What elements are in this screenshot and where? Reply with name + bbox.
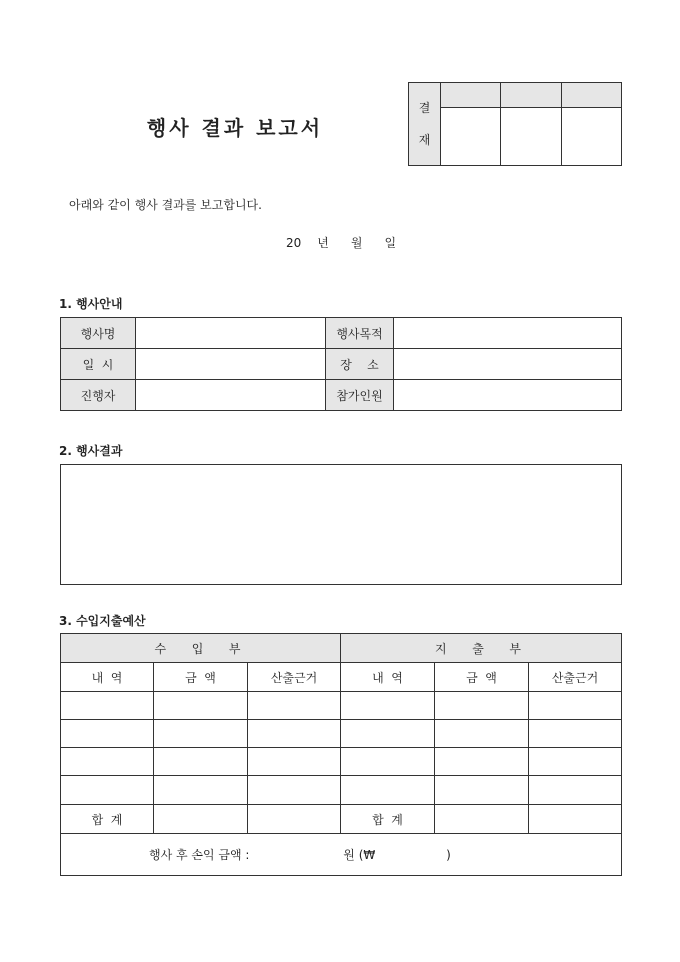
budget-cell[interactable]	[529, 720, 622, 748]
approver-title-cell	[441, 83, 501, 108]
expense-item-header: 내 역	[341, 663, 435, 692]
expense-header: 지 출 부	[341, 634, 622, 663]
budget-cell[interactable]	[248, 748, 341, 776]
event-result-box[interactable]	[60, 464, 622, 585]
location-field[interactable]	[394, 349, 622, 380]
budget-cell[interactable]	[61, 692, 154, 720]
host-label: 진행자	[61, 380, 136, 411]
budget-cell[interactable]	[61, 748, 154, 776]
report-date: 20 년 월 일	[286, 236, 397, 250]
income-total-amount[interactable]	[154, 805, 248, 834]
budget-cell[interactable]	[529, 748, 622, 776]
attendees-field[interactable]	[394, 380, 622, 411]
budget-cell[interactable]	[529, 776, 622, 805]
profit-label: 행사 후 손익 금액 :	[149, 848, 250, 862]
approver-sign-cell[interactable]	[501, 108, 561, 166]
document-title: 행사 결과 보고서	[146, 116, 324, 140]
expense-amount-header: 금 액	[435, 663, 529, 692]
budget-cell[interactable]	[154, 692, 248, 720]
budget-cell[interactable]	[435, 720, 529, 748]
section2-heading: 2. 행사결과	[59, 444, 123, 458]
profit-row	[61, 834, 622, 876]
won-label: 원 (₩	[343, 848, 376, 862]
income-basis-header: 산출근거	[248, 663, 341, 692]
budget-cell[interactable]	[61, 720, 154, 748]
budget-cell[interactable]	[248, 720, 341, 748]
location-label: 장 소	[326, 349, 394, 380]
intro-text: 아래와 같이 행사 결과를 보고합니다.	[69, 198, 262, 212]
event-purpose-field[interactable]	[394, 318, 622, 349]
budget-cell[interactable]	[248, 776, 341, 805]
budget-cell[interactable]	[248, 692, 341, 720]
budget-cell[interactable]	[341, 776, 435, 805]
budget-cell[interactable]	[435, 692, 529, 720]
datetime-field[interactable]	[136, 349, 326, 380]
approval-table	[408, 82, 622, 166]
approver-title-cell	[501, 83, 561, 108]
expense-basis-header: 산출근거	[529, 663, 622, 692]
income-total-label: 합 계	[61, 805, 154, 834]
budget-cell[interactable]	[435, 748, 529, 776]
budget-cell[interactable]	[435, 776, 529, 805]
income-item-header: 내 역	[61, 663, 154, 692]
budget-cell[interactable]	[341, 748, 435, 776]
approval-label: 결 재	[409, 83, 441, 166]
income-header: 수 입 부	[61, 634, 341, 663]
approver-sign-cell[interactable]	[561, 108, 621, 166]
section1-heading: 1. 행사안내	[59, 297, 123, 311]
budget-table	[60, 633, 622, 876]
event-purpose-label: 행사목적	[326, 318, 394, 349]
datetime-label: 일 시	[61, 349, 136, 380]
expense-total-label: 합 계	[341, 805, 435, 834]
section3-heading: 3. 수입지출예산	[59, 614, 146, 628]
event-name-label: 행사명	[61, 318, 136, 349]
approver-sign-cell[interactable]	[441, 108, 501, 166]
budget-cell[interactable]	[529, 692, 622, 720]
expense-total-basis[interactable]	[529, 805, 622, 834]
event-name-field[interactable]	[136, 318, 326, 349]
host-field[interactable]	[136, 380, 326, 411]
budget-cell[interactable]	[341, 692, 435, 720]
budget-cell[interactable]	[341, 720, 435, 748]
expense-total-amount[interactable]	[435, 805, 529, 834]
event-info-table	[60, 317, 622, 411]
budget-cell[interactable]	[61, 776, 154, 805]
income-amount-header: 금 액	[154, 663, 248, 692]
attendees-label: 참가인원	[326, 380, 394, 411]
budget-cell[interactable]	[154, 776, 248, 805]
budget-cell[interactable]	[154, 748, 248, 776]
income-total-basis[interactable]	[248, 805, 341, 834]
approver-title-cell	[561, 83, 621, 108]
budget-cell[interactable]	[154, 720, 248, 748]
close-paren: )	[446, 848, 451, 862]
